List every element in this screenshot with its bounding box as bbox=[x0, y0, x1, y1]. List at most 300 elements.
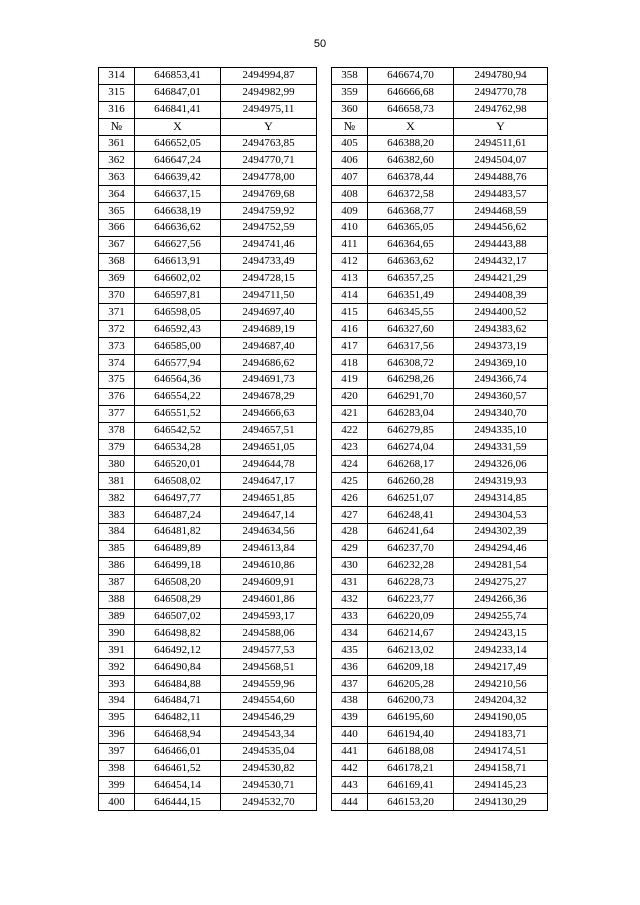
point-number-cell: 418 bbox=[332, 355, 368, 372]
table-row bbox=[99, 456, 317, 473]
y-coordinate-cell: 2494400,52 bbox=[454, 304, 548, 321]
y-coordinate-cell: 2494483,57 bbox=[454, 186, 548, 203]
table-row bbox=[332, 456, 548, 473]
y-coordinate-cell: 2494613,84 bbox=[221, 540, 317, 557]
y-coordinate-cell: 2494174,51 bbox=[454, 743, 548, 760]
point-number-cell: 373 bbox=[99, 338, 135, 355]
table-row bbox=[99, 608, 317, 625]
y-coordinate-cell: 2494331,59 bbox=[454, 439, 548, 456]
y-coordinate-cell: 2494421,29 bbox=[454, 270, 548, 287]
point-number-cell: 410 bbox=[332, 220, 368, 237]
point-number-cell: 437 bbox=[332, 676, 368, 693]
y-coordinate-cell: 2494158,71 bbox=[454, 760, 548, 777]
point-number-cell: 409 bbox=[332, 203, 368, 220]
x-coordinate-cell: 646220,09 bbox=[368, 608, 454, 625]
x-coordinate-cell: 646551,52 bbox=[135, 405, 221, 422]
x-coordinate-cell: 646542,52 bbox=[135, 422, 221, 439]
y-coordinate-cell: 2494546,29 bbox=[221, 709, 317, 726]
point-number-cell: 411 bbox=[332, 236, 368, 253]
table-row bbox=[332, 355, 548, 372]
point-number-cell: 408 bbox=[332, 186, 368, 203]
x-coordinate-cell: 646489,89 bbox=[135, 540, 221, 557]
point-number-cell: 316 bbox=[99, 101, 135, 118]
table-row bbox=[332, 135, 548, 152]
table-row bbox=[332, 794, 548, 811]
y-coordinate-cell: 2494255,74 bbox=[454, 608, 548, 625]
x-coordinate-cell: 646209,18 bbox=[368, 659, 454, 676]
table-row bbox=[332, 490, 548, 507]
x-coordinate-cell: 646627,56 bbox=[135, 236, 221, 253]
y-coordinate-cell: 2494304,53 bbox=[454, 507, 548, 524]
table-row bbox=[332, 540, 548, 557]
x-coordinate-cell: 646368,77 bbox=[368, 203, 454, 220]
x-coordinate-cell: 646482,11 bbox=[135, 709, 221, 726]
y-coordinate-cell: 2494610,86 bbox=[221, 557, 317, 574]
table-row bbox=[99, 186, 317, 203]
table-row bbox=[332, 574, 548, 591]
table-row bbox=[99, 68, 317, 85]
point-number-cell: 358 bbox=[332, 68, 368, 85]
table-row bbox=[99, 236, 317, 253]
table-row bbox=[332, 439, 548, 456]
y-coordinate-cell: 2494763,85 bbox=[221, 135, 317, 152]
y-coordinate-cell: 2494651,05 bbox=[221, 439, 317, 456]
table-row bbox=[332, 253, 548, 270]
table-row bbox=[99, 676, 317, 693]
x-coordinate-cell: 646507,02 bbox=[135, 608, 221, 625]
y-coordinate-cell: 2494266,36 bbox=[454, 591, 548, 608]
x-coordinate-cell: 646466,01 bbox=[135, 743, 221, 760]
table-row bbox=[332, 101, 548, 118]
point-number-cell: 363 bbox=[99, 169, 135, 186]
x-coordinate-cell: 646372,58 bbox=[368, 186, 454, 203]
x-coordinate-cell: 646444,15 bbox=[135, 794, 221, 811]
table-header-row bbox=[99, 118, 317, 135]
point-number-cell: 381 bbox=[99, 473, 135, 490]
table-row bbox=[99, 287, 317, 304]
y-coordinate-cell: 2494204,32 bbox=[454, 692, 548, 709]
point-number-cell: 376 bbox=[99, 388, 135, 405]
y-coordinate-cell: 2494504,07 bbox=[454, 152, 548, 169]
point-number-cell: 395 bbox=[99, 709, 135, 726]
table-row bbox=[332, 338, 548, 355]
point-number-cell: 388 bbox=[99, 591, 135, 608]
x-coordinate-cell: 646499,18 bbox=[135, 557, 221, 574]
table-row bbox=[99, 524, 317, 541]
x-coordinate-cell: 646251,07 bbox=[368, 490, 454, 507]
point-number-cell: 368 bbox=[99, 253, 135, 270]
x-coordinate-cell: 646636,62 bbox=[135, 220, 221, 237]
y-coordinate-cell: 2494488,76 bbox=[454, 169, 548, 186]
table-row bbox=[99, 507, 317, 524]
table-row bbox=[332, 642, 548, 659]
header-x-cell: X bbox=[135, 118, 221, 135]
x-coordinate-cell: 646363,62 bbox=[368, 253, 454, 270]
point-number-cell: 417 bbox=[332, 338, 368, 355]
x-coordinate-cell: 646364,65 bbox=[368, 236, 454, 253]
x-coordinate-cell: 646237,70 bbox=[368, 540, 454, 557]
x-coordinate-cell: 646357,25 bbox=[368, 270, 454, 287]
y-coordinate-cell: 2494373,19 bbox=[454, 338, 548, 355]
y-coordinate-cell: 2494994,87 bbox=[221, 68, 317, 85]
y-coordinate-cell: 2494982,99 bbox=[221, 84, 317, 101]
x-coordinate-cell: 646223,77 bbox=[368, 591, 454, 608]
table-row bbox=[332, 236, 548, 253]
y-coordinate-cell: 2494294,46 bbox=[454, 540, 548, 557]
x-coordinate-cell: 646585,00 bbox=[135, 338, 221, 355]
point-number-cell: 406 bbox=[332, 152, 368, 169]
point-number-cell: 364 bbox=[99, 186, 135, 203]
table-row bbox=[99, 84, 317, 101]
y-coordinate-cell: 2494145,23 bbox=[454, 777, 548, 794]
x-coordinate-cell: 646153,20 bbox=[368, 794, 454, 811]
x-coordinate-cell: 646248,41 bbox=[368, 507, 454, 524]
y-coordinate-cell: 2494651,85 bbox=[221, 490, 317, 507]
point-number-cell: 384 bbox=[99, 524, 135, 541]
y-coordinate-cell: 2494975,11 bbox=[221, 101, 317, 118]
y-coordinate-cell: 2494275,27 bbox=[454, 574, 548, 591]
table-row bbox=[332, 388, 548, 405]
x-coordinate-cell: 646461,52 bbox=[135, 760, 221, 777]
point-number-cell: 383 bbox=[99, 507, 135, 524]
x-coordinate-cell: 646492,12 bbox=[135, 642, 221, 659]
y-coordinate-cell: 2494697,40 bbox=[221, 304, 317, 321]
y-coordinate-cell: 2494762,98 bbox=[454, 101, 548, 118]
x-coordinate-cell: 646228,73 bbox=[368, 574, 454, 591]
x-coordinate-cell: 646214,67 bbox=[368, 625, 454, 642]
x-coordinate-cell: 646497,77 bbox=[135, 490, 221, 507]
point-number-cell: 420 bbox=[332, 388, 368, 405]
point-number-cell: 389 bbox=[99, 608, 135, 625]
table-row bbox=[332, 84, 548, 101]
x-coordinate-cell: 646490,84 bbox=[135, 659, 221, 676]
y-coordinate-cell: 2494314,85 bbox=[454, 490, 548, 507]
table-row bbox=[332, 152, 548, 169]
y-coordinate-cell: 2494559,96 bbox=[221, 676, 317, 693]
y-coordinate-cell: 2494217,49 bbox=[454, 659, 548, 676]
table-row bbox=[332, 760, 548, 777]
table-row bbox=[99, 574, 317, 591]
x-coordinate-cell: 646554,22 bbox=[135, 388, 221, 405]
table-row bbox=[332, 524, 548, 541]
point-number-cell: 428 bbox=[332, 524, 368, 541]
point-number-cell: 372 bbox=[99, 321, 135, 338]
point-number-cell: 396 bbox=[99, 726, 135, 743]
x-coordinate-cell: 646232,28 bbox=[368, 557, 454, 574]
table-row bbox=[99, 388, 317, 405]
table-row bbox=[332, 659, 548, 676]
point-number-cell: 377 bbox=[99, 405, 135, 422]
x-coordinate-cell: 646378,44 bbox=[368, 169, 454, 186]
x-coordinate-cell: 646382,60 bbox=[368, 152, 454, 169]
y-coordinate-cell: 2494588,06 bbox=[221, 625, 317, 642]
point-number-cell: 412 bbox=[332, 253, 368, 270]
table-row bbox=[99, 591, 317, 608]
table-row bbox=[99, 304, 317, 321]
table-row bbox=[332, 743, 548, 760]
y-coordinate-cell: 2494687,40 bbox=[221, 338, 317, 355]
y-coordinate-cell: 2494326,06 bbox=[454, 456, 548, 473]
y-coordinate-cell: 2494711,50 bbox=[221, 287, 317, 304]
table-row bbox=[99, 557, 317, 574]
y-coordinate-cell: 2494568,51 bbox=[221, 659, 317, 676]
y-coordinate-cell: 2494190,05 bbox=[454, 709, 548, 726]
point-number-cell: 379 bbox=[99, 439, 135, 456]
x-coordinate-cell: 646520,01 bbox=[135, 456, 221, 473]
x-coordinate-cell: 646268,17 bbox=[368, 456, 454, 473]
y-coordinate-cell: 2494593,17 bbox=[221, 608, 317, 625]
x-coordinate-cell: 646577,94 bbox=[135, 355, 221, 372]
point-number-cell: 433 bbox=[332, 608, 368, 625]
point-number-cell: 397 bbox=[99, 743, 135, 760]
table-row bbox=[332, 304, 548, 321]
x-coordinate-cell: 646598,05 bbox=[135, 304, 221, 321]
x-coordinate-cell: 646468,94 bbox=[135, 726, 221, 743]
header-y-cell: Y bbox=[454, 118, 548, 135]
point-number-cell: 405 bbox=[332, 135, 368, 152]
y-coordinate-cell: 2494666,63 bbox=[221, 405, 317, 422]
y-coordinate-cell: 2494443,88 bbox=[454, 236, 548, 253]
point-number-cell: 435 bbox=[332, 642, 368, 659]
point-number-cell: 434 bbox=[332, 625, 368, 642]
point-number-cell: 365 bbox=[99, 203, 135, 220]
table-row bbox=[332, 270, 548, 287]
point-number-cell: 413 bbox=[332, 270, 368, 287]
x-coordinate-cell: 646638,19 bbox=[135, 203, 221, 220]
point-number-cell: 400 bbox=[99, 794, 135, 811]
point-number-cell: 315 bbox=[99, 84, 135, 101]
point-number-cell: 431 bbox=[332, 574, 368, 591]
x-coordinate-cell: 646365,05 bbox=[368, 220, 454, 237]
y-coordinate-cell: 2494535,04 bbox=[221, 743, 317, 760]
x-coordinate-cell: 646647,24 bbox=[135, 152, 221, 169]
table-row bbox=[99, 422, 317, 439]
x-coordinate-cell: 646484,71 bbox=[135, 692, 221, 709]
x-coordinate-cell: 646351,49 bbox=[368, 287, 454, 304]
point-number-cell: 398 bbox=[99, 760, 135, 777]
x-coordinate-cell: 646298,26 bbox=[368, 372, 454, 389]
x-coordinate-cell: 646597,81 bbox=[135, 287, 221, 304]
table-row bbox=[332, 473, 548, 490]
header-x-cell: X bbox=[368, 118, 454, 135]
point-number-cell: 399 bbox=[99, 777, 135, 794]
point-number-cell: 436 bbox=[332, 659, 368, 676]
x-coordinate-cell: 646847,01 bbox=[135, 84, 221, 101]
y-coordinate-cell: 2494647,17 bbox=[221, 473, 317, 490]
point-number-cell: 382 bbox=[99, 490, 135, 507]
point-number-cell: 390 bbox=[99, 625, 135, 642]
table-row bbox=[332, 692, 548, 709]
table-row bbox=[332, 186, 548, 203]
table-row bbox=[99, 709, 317, 726]
point-number-cell: 391 bbox=[99, 642, 135, 659]
table-row bbox=[99, 726, 317, 743]
y-coordinate-cell: 2494644,78 bbox=[221, 456, 317, 473]
table-row bbox=[99, 490, 317, 507]
x-coordinate-cell: 646674,70 bbox=[368, 68, 454, 85]
point-number-cell: 374 bbox=[99, 355, 135, 372]
point-number-cell: 442 bbox=[332, 760, 368, 777]
table-row bbox=[332, 372, 548, 389]
point-number-cell: 366 bbox=[99, 220, 135, 237]
table-row bbox=[99, 135, 317, 152]
point-number-cell: 426 bbox=[332, 490, 368, 507]
y-coordinate-cell: 2494360,57 bbox=[454, 388, 548, 405]
point-number-cell: 416 bbox=[332, 321, 368, 338]
y-coordinate-cell: 2494335,10 bbox=[454, 422, 548, 439]
y-coordinate-cell: 2494601,86 bbox=[221, 591, 317, 608]
table-row bbox=[99, 270, 317, 287]
point-number-cell: 394 bbox=[99, 692, 135, 709]
table-row bbox=[332, 676, 548, 693]
x-coordinate-cell: 646602,02 bbox=[135, 270, 221, 287]
coordinates-table-left bbox=[98, 67, 317, 811]
x-coordinate-cell: 646592,43 bbox=[135, 321, 221, 338]
table-row bbox=[99, 692, 317, 709]
table-row bbox=[332, 321, 548, 338]
point-number-cell: 427 bbox=[332, 507, 368, 524]
table-row bbox=[332, 507, 548, 524]
x-coordinate-cell: 646279,85 bbox=[368, 422, 454, 439]
y-coordinate-cell: 2494728,15 bbox=[221, 270, 317, 287]
table-row bbox=[332, 709, 548, 726]
y-coordinate-cell: 2494577,53 bbox=[221, 642, 317, 659]
table-row bbox=[99, 743, 317, 760]
y-coordinate-cell: 2494456,62 bbox=[454, 220, 548, 237]
point-number-cell: 422 bbox=[332, 422, 368, 439]
x-coordinate-cell: 646291,70 bbox=[368, 388, 454, 405]
x-coordinate-cell: 646498,82 bbox=[135, 625, 221, 642]
header-number-cell: № bbox=[332, 118, 368, 135]
x-coordinate-cell: 646178,21 bbox=[368, 760, 454, 777]
point-number-cell: 407 bbox=[332, 169, 368, 186]
x-coordinate-cell: 646484,88 bbox=[135, 676, 221, 693]
table-row bbox=[332, 422, 548, 439]
table-row bbox=[99, 540, 317, 557]
point-number-cell: 392 bbox=[99, 659, 135, 676]
y-coordinate-cell: 2494741,46 bbox=[221, 236, 317, 253]
x-coordinate-cell: 646637,15 bbox=[135, 186, 221, 203]
point-number-cell: 361 bbox=[99, 135, 135, 152]
point-number-cell: 370 bbox=[99, 287, 135, 304]
table-row bbox=[99, 642, 317, 659]
page-number: 50 bbox=[313, 38, 327, 50]
x-coordinate-cell: 646213,02 bbox=[368, 642, 454, 659]
table-row bbox=[332, 557, 548, 574]
table-row bbox=[99, 760, 317, 777]
x-coordinate-cell: 646666,68 bbox=[368, 84, 454, 101]
table-header-row bbox=[332, 118, 548, 135]
x-coordinate-cell: 646188,08 bbox=[368, 743, 454, 760]
table-row bbox=[99, 473, 317, 490]
y-coordinate-cell: 2494647,14 bbox=[221, 507, 317, 524]
x-coordinate-cell: 646260,28 bbox=[368, 473, 454, 490]
y-coordinate-cell: 2494780,94 bbox=[454, 68, 548, 85]
table-row bbox=[332, 777, 548, 794]
table-row bbox=[99, 203, 317, 220]
y-coordinate-cell: 2494511,61 bbox=[454, 135, 548, 152]
x-coordinate-cell: 646169,41 bbox=[368, 777, 454, 794]
y-coordinate-cell: 2494543,34 bbox=[221, 726, 317, 743]
y-coordinate-cell: 2494733,49 bbox=[221, 253, 317, 270]
x-coordinate-cell: 646853,41 bbox=[135, 68, 221, 85]
y-coordinate-cell: 2494383,62 bbox=[454, 321, 548, 338]
table-row bbox=[332, 405, 548, 422]
y-coordinate-cell: 2494770,78 bbox=[454, 84, 548, 101]
table-row bbox=[99, 659, 317, 676]
table-row bbox=[99, 152, 317, 169]
x-coordinate-cell: 646205,28 bbox=[368, 676, 454, 693]
point-number-cell: 425 bbox=[332, 473, 368, 490]
x-coordinate-cell: 646317,56 bbox=[368, 338, 454, 355]
table-row bbox=[332, 220, 548, 237]
y-coordinate-cell: 2494243,15 bbox=[454, 625, 548, 642]
y-coordinate-cell: 2494769,68 bbox=[221, 186, 317, 203]
point-number-cell: 362 bbox=[99, 152, 135, 169]
y-coordinate-cell: 2494340,70 bbox=[454, 405, 548, 422]
y-coordinate-cell: 2494752,59 bbox=[221, 220, 317, 237]
x-coordinate-cell: 646534,28 bbox=[135, 439, 221, 456]
point-number-cell: 367 bbox=[99, 236, 135, 253]
table-row bbox=[332, 726, 548, 743]
point-number-cell: 419 bbox=[332, 372, 368, 389]
point-number-cell: 380 bbox=[99, 456, 135, 473]
x-coordinate-cell: 646613,91 bbox=[135, 253, 221, 270]
point-number-cell: 423 bbox=[332, 439, 368, 456]
x-coordinate-cell: 646194,40 bbox=[368, 726, 454, 743]
point-number-cell: 387 bbox=[99, 574, 135, 591]
point-number-cell: 378 bbox=[99, 422, 135, 439]
point-number-cell: 444 bbox=[332, 794, 368, 811]
table-row bbox=[99, 625, 317, 642]
table-row bbox=[99, 169, 317, 186]
x-coordinate-cell: 646481,82 bbox=[135, 524, 221, 541]
point-number-cell: 360 bbox=[332, 101, 368, 118]
point-number-cell: 386 bbox=[99, 557, 135, 574]
y-coordinate-cell: 2494530,82 bbox=[221, 760, 317, 777]
table-row bbox=[99, 101, 317, 118]
x-coordinate-cell: 646658,73 bbox=[368, 101, 454, 118]
point-number-cell: 415 bbox=[332, 304, 368, 321]
point-number-cell: 371 bbox=[99, 304, 135, 321]
x-coordinate-cell: 646200,73 bbox=[368, 692, 454, 709]
point-number-cell: 414 bbox=[332, 287, 368, 304]
header-y-cell: Y bbox=[221, 118, 317, 135]
x-coordinate-cell: 646308,72 bbox=[368, 355, 454, 372]
point-number-cell: 424 bbox=[332, 456, 368, 473]
table-row bbox=[332, 287, 548, 304]
point-number-cell: 359 bbox=[332, 84, 368, 101]
x-coordinate-cell: 646639,42 bbox=[135, 169, 221, 186]
table-row bbox=[99, 405, 317, 422]
x-coordinate-cell: 646508,20 bbox=[135, 574, 221, 591]
table-row bbox=[99, 220, 317, 237]
y-coordinate-cell: 2494678,29 bbox=[221, 388, 317, 405]
table-row bbox=[99, 253, 317, 270]
y-coordinate-cell: 2494281,54 bbox=[454, 557, 548, 574]
y-coordinate-cell: 2494634,56 bbox=[221, 524, 317, 541]
coordinates-table-right bbox=[331, 67, 548, 811]
table-row bbox=[332, 68, 548, 85]
x-coordinate-cell: 646283,04 bbox=[368, 405, 454, 422]
y-coordinate-cell: 2494210,56 bbox=[454, 676, 548, 693]
y-coordinate-cell: 2494408,39 bbox=[454, 287, 548, 304]
x-coordinate-cell: 646508,02 bbox=[135, 473, 221, 490]
y-coordinate-cell: 2494432,17 bbox=[454, 253, 548, 270]
table-row bbox=[332, 608, 548, 625]
point-number-cell: 429 bbox=[332, 540, 368, 557]
x-coordinate-cell: 646841,41 bbox=[135, 101, 221, 118]
